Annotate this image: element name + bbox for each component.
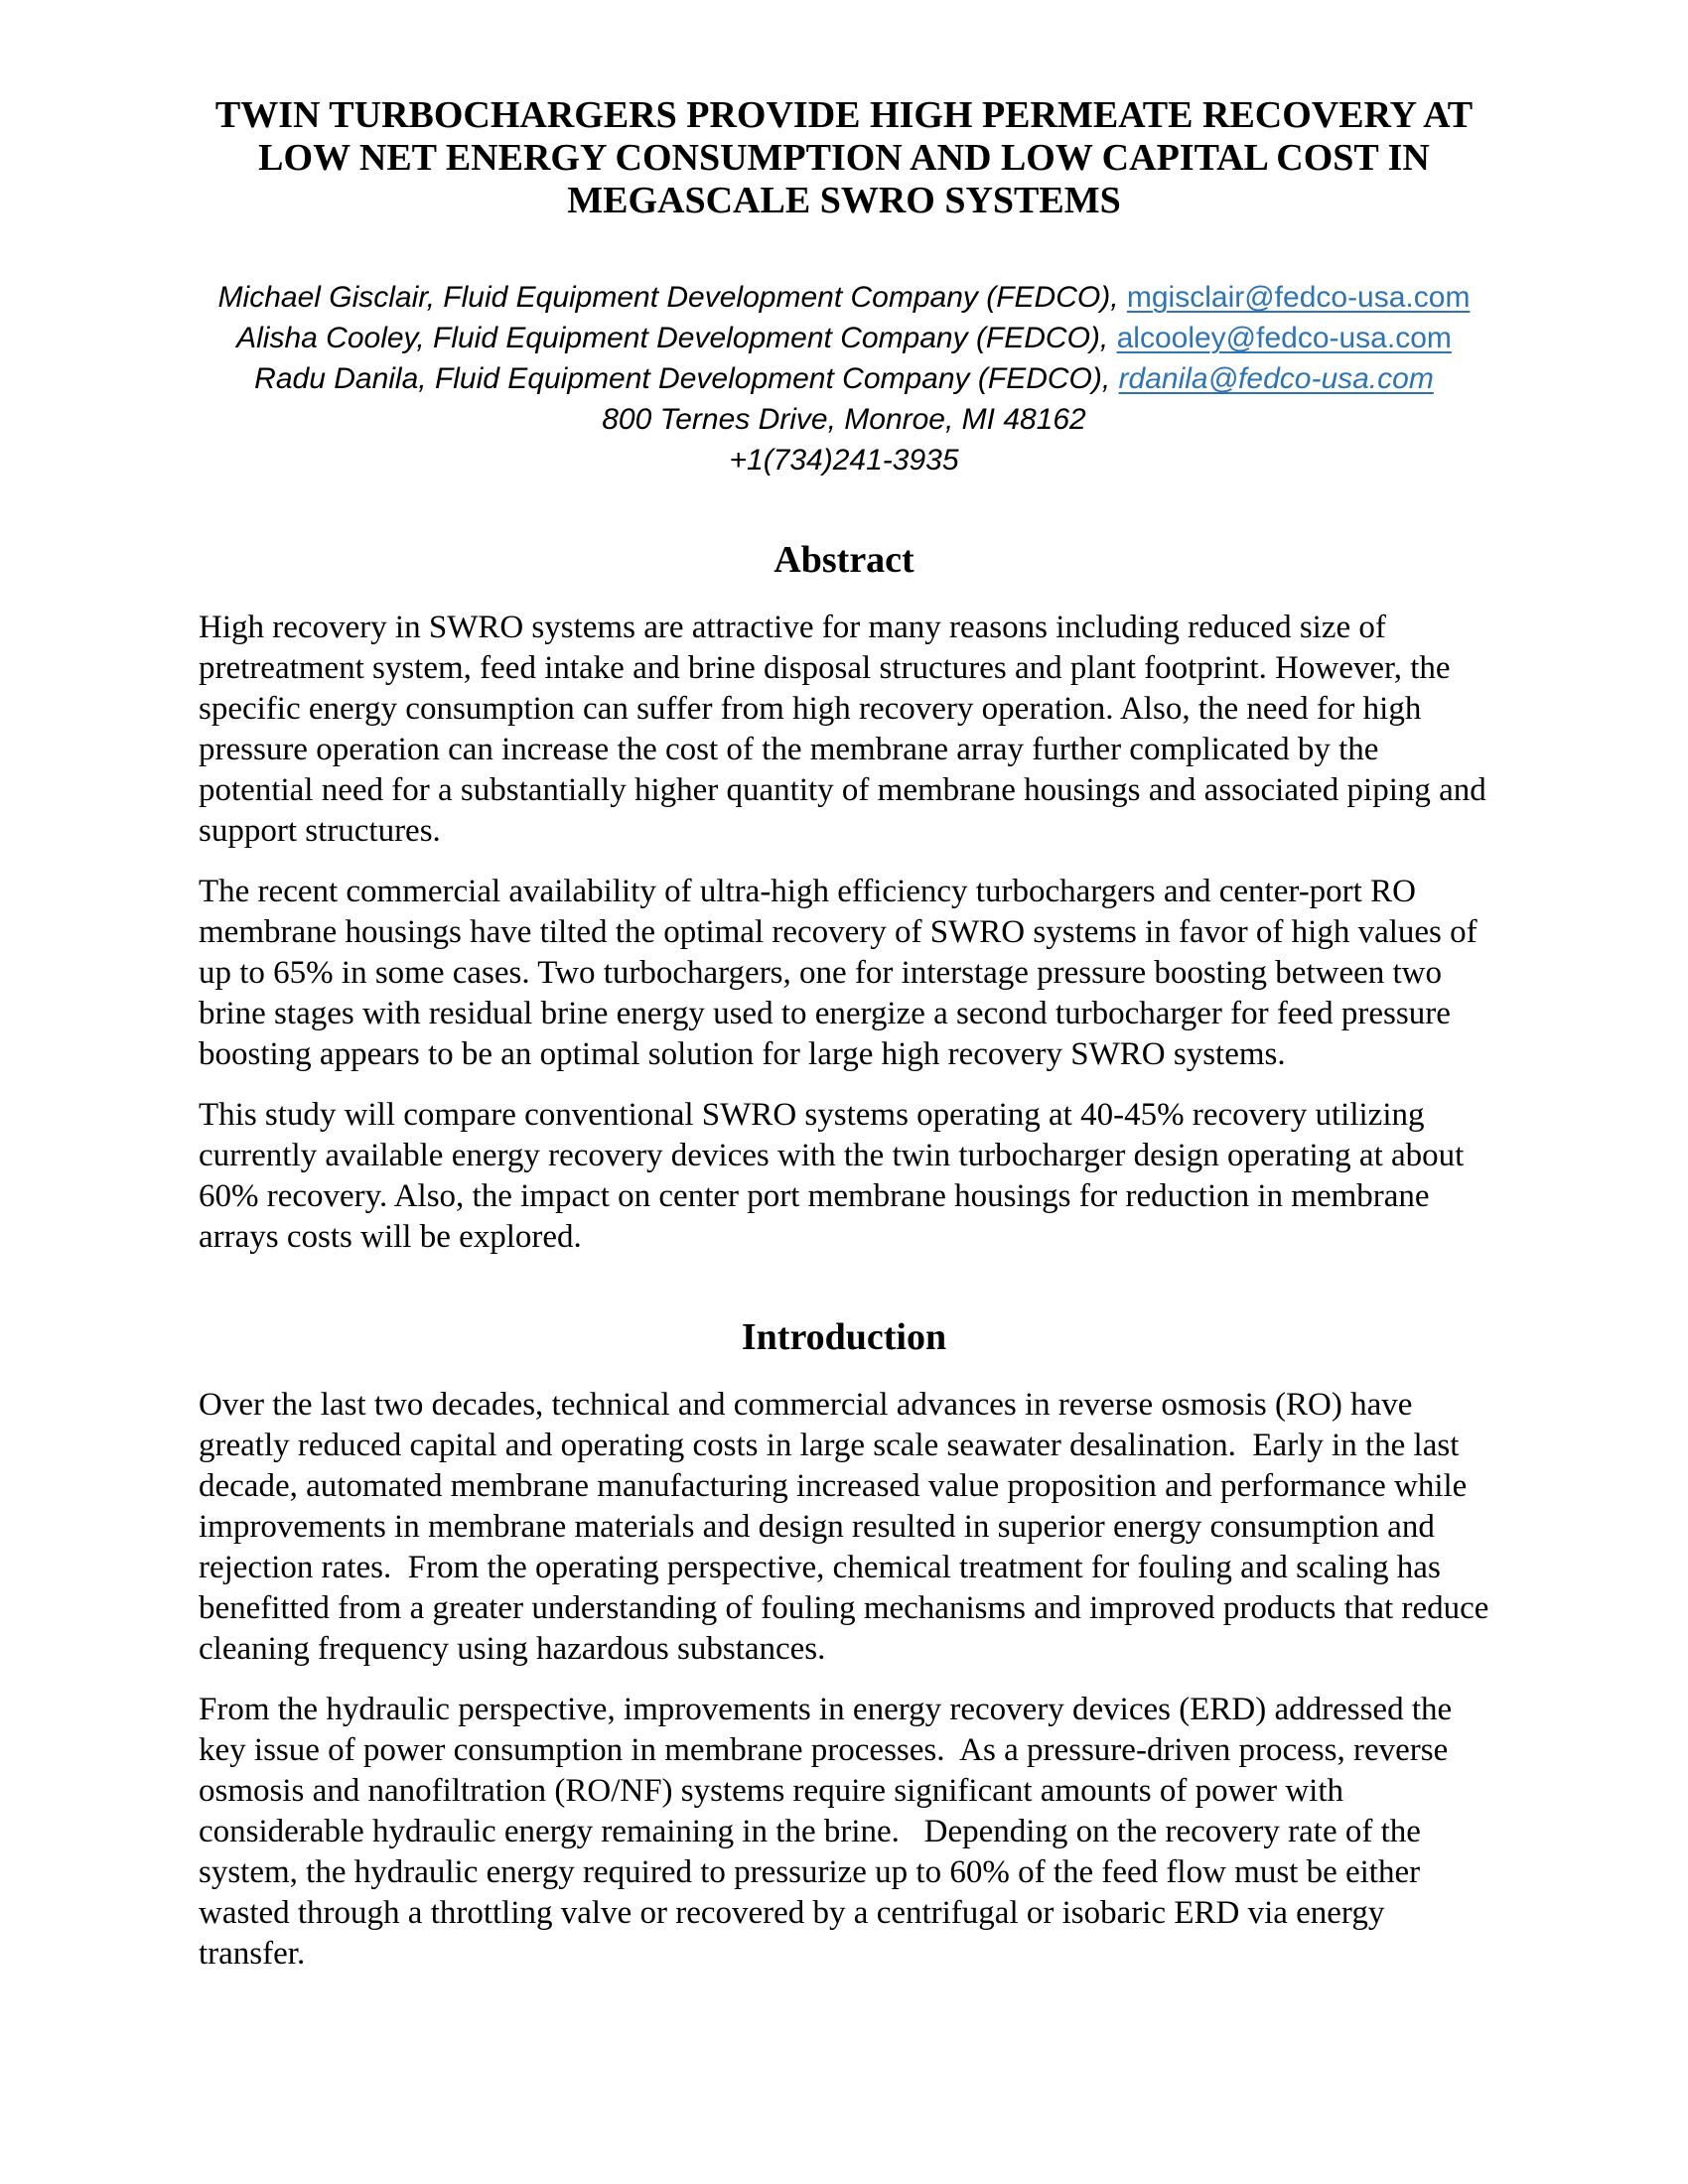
author-name-affiliation: Michael Gisclair, Fluid Equipment Development Company (FEDCO), [217, 281, 1127, 314]
introduction-paragraph-2: From the hydraulic perspective, improvements in energy recovery devices (ERD) addressed the key issue of power consumption in membrane processes. As a pressure-driven process, reverse osmosis and nanofiltration (RO/NF) systems require significant amounts of power with considerable hydraulic energy remaining in the brine. Depending on the recovery rate of the system, the hydraulic energy required to pressurize up to 60% of the feed flow must be either wasted through a throttling valve or recovered by a centrifugal or isobaric ERD via energy transfer. [199, 1692, 1461, 1972]
section-heading-introduction: Introduction [741, 1316, 947, 1358]
author-line [199, 318, 1489, 358]
abstract-paragraph-2: The recent commercial availability of ultra-high efficiency turbochargers and center-port RO membrane housings have tilted the optimal recovery of SWRO systems in favor of high values of up to 65% in some cases. Two turbochargers, one for interstage pressure boosting between two brine stages with residual brine energy used to energize a second turbocharger for feed pressure boosting appears to be an optimal solution for large high recovery SWRO systems. [199, 874, 1485, 1072]
section-heading-abstract: Abstract [774, 539, 914, 581]
author-name-affiliation: Alisha Cooley, Fluid Equipment Development Company (FEDCO), [236, 322, 1117, 354]
phone-line: +1(734)241-3935 [729, 444, 959, 477]
author-email-link[interactable]: mgisclair@fedco-usa.com [1126, 281, 1471, 314]
paper-title: TWIN TURBOCHARGERS PROVIDE HIGH PERMEATE RECOVERY AT LOW NET ENERGY CONSUMPTION AND LOW CAPITAL COST IN MEGASCALE SWRO SYSTEMS [214, 94, 1474, 221]
author-line [199, 358, 1489, 399]
author-name-affiliation: Radu Danila, Fluid Equipment Development Company (FEDCO), [254, 362, 1119, 395]
introduction-paragraph-1: Over the last two decades, technical and commercial advances in reverse osmosis (RO) have greatly reduced capital and operating costs in large scale seawater desalination. Early in the last decade, automated membrane manufacturing increased value proposition and performance while improvements in membrane materials and design resulted in superior energy consumption and rejection rates. From the operating perspective, chemical treatment for fouling and scaling has benefitted from a greater understanding of fouling mechanisms and improved products that reduce cleaning frequency using hazardous substances. [199, 1387, 1497, 1667]
abstract-paragraph-3: This study will compare conventional SWRO systems operating at 40-45% recovery utilizing currently available energy recovery devices with the twin turbocharger design operating at about 60% recovery. Also, the impact on center port membrane housings for reduction in membrane arrays costs will be explored. [199, 1097, 1473, 1255]
address-line: 800 Ternes Drive, Monroe, MI 48162 [602, 403, 1086, 436]
author-line [199, 277, 1489, 318]
abstract-paragraph-1: High recovery in SWRO systems are attractive for many reasons including reduced size of pretreatment system, feed intake and brine disposal structures and plant footprint. However, the specific energy consumption can suffer from high recovery operation. Also, the need for high pressure operation can increase the cost of the membrane array further complicated by the potential need for a substantially higher quantity of membrane housings and associated piping and support structures. [199, 610, 1495, 849]
author-block [199, 277, 1489, 480]
author-email-link[interactable]: alcooley@fedco-usa.com [1116, 322, 1452, 354]
author-email-link[interactable]: rdanila@fedco-usa.com [1118, 362, 1434, 395]
